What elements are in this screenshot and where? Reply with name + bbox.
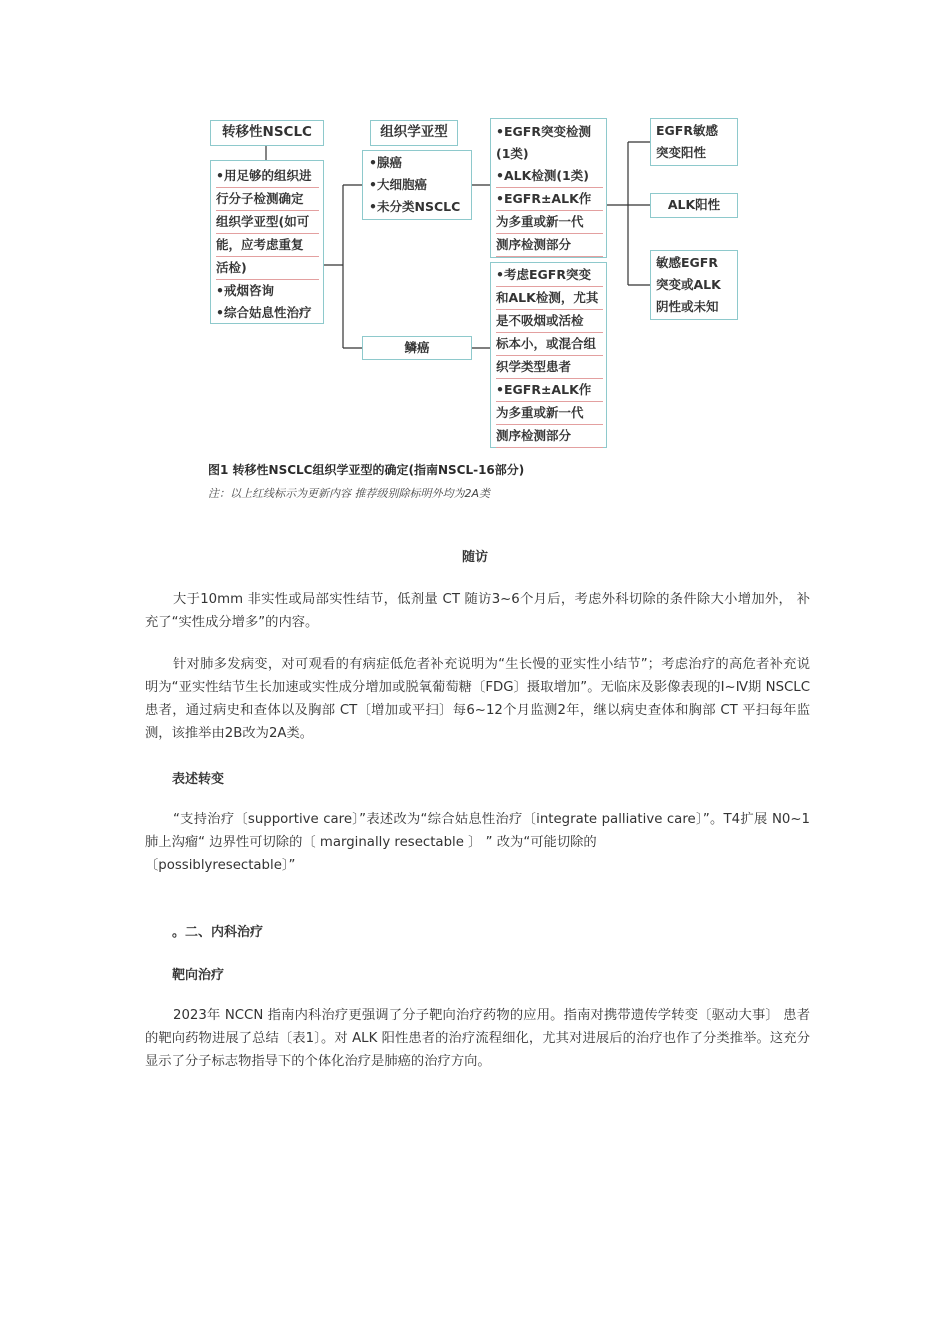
box-line: •EGFR±ALK作 [496,188,603,211]
paragraph-text: 针对肺多发病变，对可观看的有病症低危者补充说明为“生长慢的亚实性小结节”；考虑治疗的高危者补充说明为“亚实性结节生长加速或实性成分增加或脱氧葡萄糖〔FDG〕摄取增加”。无临床及影像表现的Ⅰ~Ⅳ期 NSCLC 患者，通过病史和查体以及胸部 CT〔增加或平扫〕每6~12个月监测2年，继以病史查体和胸部 CT 平扫每年监测，该推举由2B改为2A类。 [145,657,810,741]
metastatic-nsclc-actions-box [210,160,324,324]
box-line: 标本小，或混合组 [496,333,603,356]
flowchart-figure [200,112,760,512]
box-line: 敏感EGFR [656,255,718,270]
followup-heading: 随访 [461,550,488,565]
box-line: •考虑EGFR突变 [496,264,603,287]
box-line: 行分子检测确定 [216,188,319,211]
box-line: 织学类型患者 [496,356,603,379]
paragraph-text: 〔possiblyresectable〕” [145,858,296,873]
squamous-box [362,336,472,360]
box-line: •未分类NSCLC [369,199,461,214]
box-line: •EGFR±ALK作 [496,379,603,402]
box-line: (1类) [496,146,529,161]
targeted-therapy-heading: 靶向治疗 [172,968,225,983]
box-line: 活检) [216,257,319,280]
box-line: •大细胞癌 [369,177,427,192]
squamous-label: 鳞癌 [404,340,430,355]
box-line: •EGFR突变检测 [496,124,591,139]
box-line: 阴性或未知 [656,299,719,314]
box-line: 测序检测部分 [496,234,603,257]
egfr-positive-box [650,118,738,166]
box-line: 是不吸烟或活检 [496,310,603,333]
alk-positive-box [650,193,738,218]
histologic-subtype-title-box [370,120,458,146]
box-line: 能，应考虑重复 [216,234,319,257]
targeted-therapy-paragraph [145,1004,810,1073]
box-line: •戒烟咨询 [216,283,274,298]
box-line: •用足够的组织进 [216,165,319,188]
histologic-subtype-title: 组织学亚型 [380,124,448,140]
expression-paragraph [145,808,810,877]
paragraph-text: 大于10mm 非实性或局部实性结节，低剂量 CT 随访3~6个月后，考虑外科切除的条件除大小增加外， 补充了“实性成分增多”的内容。 [145,592,810,630]
paragraph-text: 2023年 NCCN 指南内科治疗更强调了分子靶向治疗药物的应用。指南对携带遗传学转变〔驱动大事〕 患者的靶向药物进展了总结〔表1〕。对 ALK 阳性患者的治疗流程细化，尤其对进展后的治疗也作了分类推举。这充分显示了分子标志物指导下的个体化治疗是肺癌的治疗方向。 [145,1008,810,1069]
squamous-testing-box [490,262,607,448]
box-line: EGFR敏感 [656,123,718,138]
box-line: 和ALK检测，尤其 [496,287,603,310]
nonsquamous-testing-box [490,118,607,258]
box-line: •ALK检测(1类) [496,165,603,188]
followup-paragraph-2 [145,653,810,745]
box-line: •腺癌 [369,155,402,170]
box-line: 为多重或新一代 [496,402,603,425]
metastatic-nsclc-title: 转移性NSCLC [222,124,312,140]
figure-caption: 图1 转移性NSCLC组织学亚型的确定(指南NSCL-16部分) [208,463,525,477]
box-line: 为多重或新一代 [496,211,603,234]
internal-medicine-heading: 。二、内科治疗 [172,925,264,940]
figure-note: 注：以上红线标示为更新内容 推荐级别除标明外均为2A类 [208,487,491,500]
box-line: 组织学亚型(如可 [216,211,319,234]
alk-positive-label: ALK阳性 [667,197,721,212]
followup-paragraph-1 [145,588,810,634]
paragraph-text: “支持治疗〔supportive care〕”表述改为“综合姑息性治疗〔integrate palliative care〕”。T4扩展 N0~1肺上沟瘤“ 边界性可切除的〔 marginally resectable 〕 ” 改为“可能切除的 [145,812,810,850]
box-line: 突变阳性 [656,145,707,160]
negative-unknown-box [650,250,738,320]
box-line: 测序检测部分 [496,425,603,448]
expression-change-heading: 表述转变 [172,772,225,787]
histologic-subtype-box [362,150,472,220]
box-line: 突变或ALK [656,277,721,292]
metastatic-nsclc-title-box [210,120,324,146]
box-line: •综合姑息性治疗 [216,305,312,320]
